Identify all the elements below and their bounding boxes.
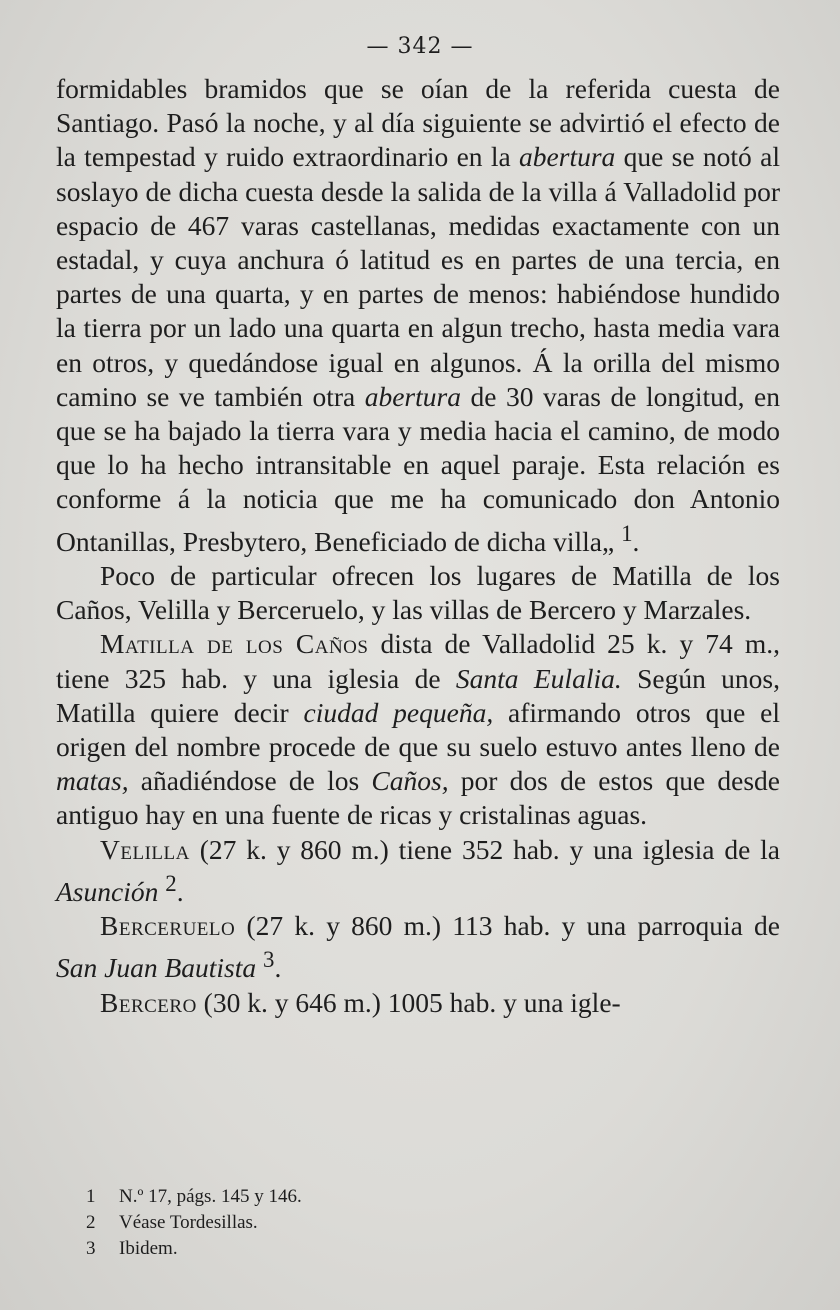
text-segment: añadiéndose de los [128, 765, 372, 797]
text-segment: Asunción [56, 875, 159, 907]
footnote-number: 1 [86, 1186, 96, 1207]
paragraph [56, 72, 780, 559]
text-segment: . [176, 875, 184, 907]
text-segment: (30 k. y 646 m.) 1005 hab. y una igle- [196, 986, 621, 1018]
footnote-ref: 2 [165, 870, 177, 896]
paragraph [56, 833, 780, 910]
body-text [56, 72, 780, 1020]
footnote-number: 2 [86, 1212, 96, 1233]
text-segment: abertura [364, 380, 461, 412]
text-segment: de 30 varas de longitud, en que se ha bajado la tierra vara y media hacia el camino, de modo que lo ha hecho intransitable en aquel paraje. Esta relación es conforme á la noticia que me ha comunicado don Antonio Ontanillas, Presbytero, Beneficiado de dicha villa„ [56, 380, 780, 557]
text-segment: San Juan Bautista [56, 952, 257, 984]
footnote [86, 1236, 746, 1262]
text-segment: Según unos, Matilla quiere decir [56, 662, 780, 728]
footnote-text: Ibidem. [119, 1238, 178, 1259]
text-segment: afirmando otros que el origen del nombre procede de que su suelo estuvo antes lleno de [56, 696, 780, 763]
paragraph [56, 986, 780, 1020]
paragraph [56, 559, 780, 627]
footnote-text: Véase Tordesillas. [119, 1212, 258, 1233]
footnotes [86, 1184, 746, 1262]
text-segment: (27 k. y 860 m.) tiene 352 hab. y una iglesia de la [189, 833, 780, 865]
text-segment: ciudad pequeña, [303, 696, 494, 728]
text-segment: Velilla [100, 833, 190, 865]
footnote [86, 1184, 746, 1210]
text-segment: formidables bramidos que se oían de la referida cuesta de Santiago. Pasó la noche, y al día siguiente se advirtió el efecto de la tempestad y ruido extraordinario en la [56, 73, 780, 173]
text-segment: que se notó al soslayo de dicha cuesta desde la salida de la villa á Valladolid por espacio de 467 varas castellanas, medidas exactamente con un estadal, y cuya anchura ó latitud es en partes de una tercia, en partes de una quarta, y en partes de menos: habiéndose hundido la tierra por un lado una quarta en algun trecho, hasta media vara en otros, y quedándose igual en algunos. Á la orilla del mismo camino se ve también otra [56, 141, 780, 412]
paragraph [56, 909, 780, 986]
footnote-ref: 3 [263, 947, 275, 973]
text-segment: Matilla de los Caños [100, 628, 369, 660]
text-segment [256, 953, 263, 984]
footnote [86, 1210, 746, 1236]
paragraph [56, 627, 780, 832]
text-segment: por dos de estos que desde antiguo hay en una fuente de ricas y cristalinas aguas. [56, 765, 780, 831]
text-segment: Caños, [371, 765, 449, 797]
footnote-ref: 1 [621, 520, 633, 546]
text-segment: Santa Eulalia. [455, 662, 622, 694]
text-segment: Berceruelo [100, 910, 236, 942]
text-segment: Poco de particular ofrecen los lugares de Matilla de los Caños, Velilla y Berceruelo, y las villas de Bercero y Marzales. [56, 560, 780, 626]
text-segment: . [274, 952, 282, 984]
footnote-number: 3 [86, 1238, 96, 1259]
text-segment: matas, [56, 765, 129, 797]
page-number: — 342 — [366, 34, 474, 59]
text-segment: . [632, 525, 640, 557]
text-segment: Bercero [100, 986, 197, 1018]
text-segment: dista de Valladolid 25 k. y 74 m., tiene 325 hab. y una iglesia de [56, 628, 780, 694]
text-segment: (27 k. y 860 m.) 113 hab. y una parroquia de [235, 910, 780, 942]
footnote-text: N.º 17, págs. 145 y 146. [119, 1186, 302, 1207]
text-segment: abertura [519, 141, 616, 173]
